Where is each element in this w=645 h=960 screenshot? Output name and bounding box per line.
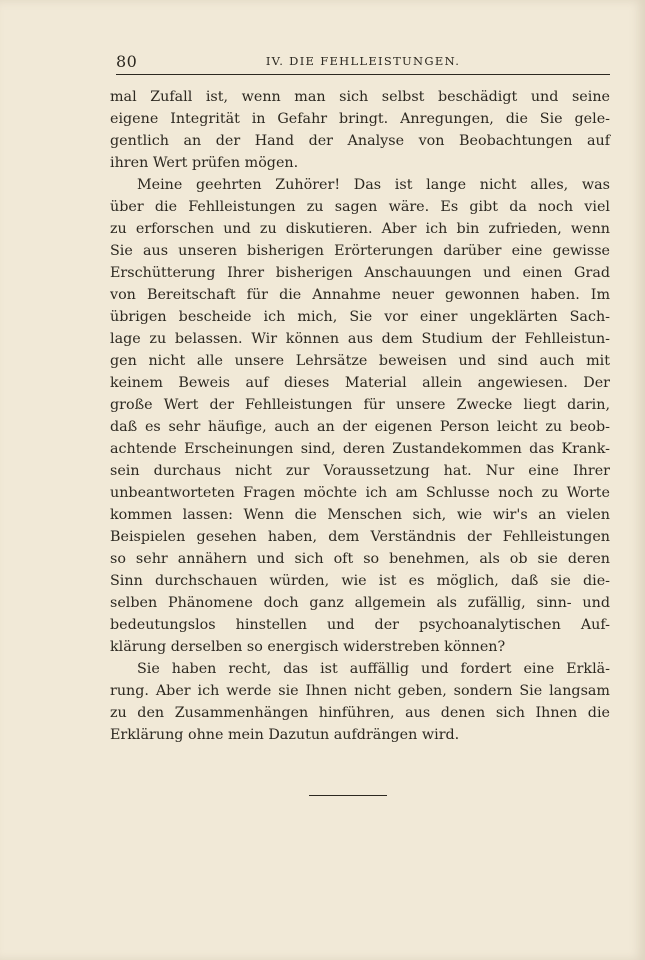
section-end-rule [309,795,387,796]
text-line: Beispielen gesehen haben, dem Verständnis der Fehlleistungen [110,529,610,545]
text-line: daß es sehr häufige, auch an der eigenen Person leicht zu beob- [110,419,610,435]
text-line: Erschütterung Ihrer bisherigen Anschauungen und einen Grad [110,265,610,281]
text-line: von Bereitschaft für die Annahme neuer gewonnen haben. Im [110,287,610,303]
text-line: große Wert der Fehlleistungen für unsere Zwecke liegt darin, [110,397,610,413]
text-line: eigene Integrität in Gefahr bringt. Anregungen, die Sie gele- [110,111,610,127]
text-line: mal Zufall ist, wenn man sich selbst beschädigt und seine [110,89,610,105]
body-text [110,86,610,746]
text-line: unbeantworteten Fragen möchte ich am Schlusse noch zu Worte [110,485,610,501]
text-line: gen nicht alle unsere Lehrsätze beweisen und sind auch mit [110,353,610,369]
text-line: Sie aus unseren bisherigen Erörterungen darüber eine gewisse [110,243,610,259]
header-rule [116,74,610,75]
text-line: klärung derselben so energisch widerstreben können? [110,639,506,655]
text-line: achtende Erscheinungen sind, deren Zustandekommen das Krank- [110,441,610,457]
text-line: Sie haben recht, das ist auffällig und fordert eine Erklä- [137,661,610,677]
text-line: rung. Aber ich werde sie Ihnen nicht geben, sondern Sie langsam [110,683,610,699]
page-number: 80 [116,52,138,71]
text-line: selben Phänomene doch ganz allgemein als zufällig, sinn- und [110,595,610,611]
text-line: bedeutungslos hinstellen und der psychoanalytischen Auf- [110,617,610,633]
text-line: keinem Beweis auf dieses Material allein angewiesen. Der [110,375,610,391]
text-line: ihren Wert prüfen mögen. [110,155,299,171]
text-line: sein durchaus nicht zur Voraussetzung hat. Nur eine Ihrer [110,463,610,479]
text-line: lage zu belassen. Wir können aus dem Studium der Fehlleistun- [110,331,610,347]
page-header [116,52,610,74]
text-line: übrigen bescheide ich mich, Sie vor einer ungeklärten Sach- [110,309,610,325]
text-line: Erklärung ohne mein Dazutun aufdrängen wird. [110,727,460,743]
running-head: IV. DIE FEHLLEISTUNGEN. [265,54,461,68]
text-line: zu erforschen und zu diskutieren. Aber ich bin zufrieden, wenn [110,221,610,237]
text-line: Sinn durchschauen würden, wie ist es möglich, daß sie die- [110,573,610,589]
text-line: kommen lassen: Wenn die Menschen sich, wie wir's an vielen [110,507,610,523]
text-line: gentlich an der Hand der Analyse von Beobachtungen auf [110,133,610,149]
text-line: Meine geehrten Zuhörer! Das ist lange nicht alles, was [137,177,610,193]
text-line: über die Fehlleistungen zu sagen wäre. Es gibt da noch viel [110,199,610,215]
text-line: so sehr annähern und sich oft so benehmen, als ob sie deren [110,551,610,567]
text-line: zu den Zusammenhängen hinführen, aus denen sich Ihnen die [110,705,610,721]
